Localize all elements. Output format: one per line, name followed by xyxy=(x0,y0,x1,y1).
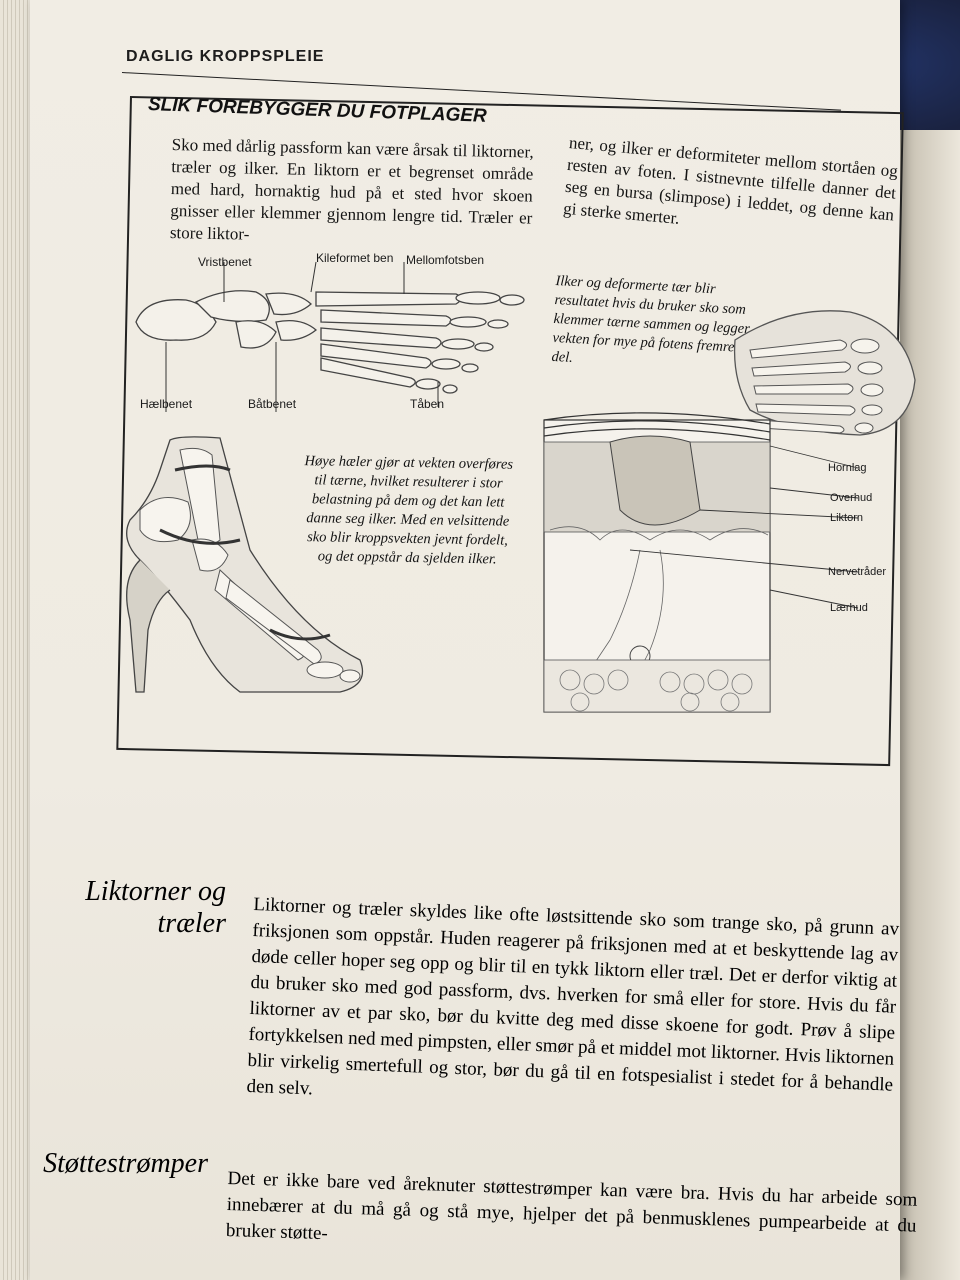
label-kileformet-ben: Kileformet ben xyxy=(316,251,394,265)
section-heading-liktorner: Liktorner og træler xyxy=(85,876,226,939)
intro-text-right: ner, og ilker er deformiteter mellom stortåen og resten av foten. I sistnevnte tilfelle danner det seg en bursa (slimpose) i leddet, og denne kan gi sterke smerter. xyxy=(562,132,899,228)
section-body-stottestromper: Det er ikke bare ved åreknuter støttestrømper kan være bra. Hvis du har arbeide som innebærer at du må gå og stå mye, hjelper det på benmusklenes pumpearbeide at du bruker støtte- xyxy=(225,1167,918,1245)
label-hornlag: Hornlag xyxy=(828,462,867,474)
intro-text-left: Sko med dårlig passform kan være årsak til liktorner, træler og ilker. En liktorn er et begrenset område med hard, hornaktig hud på et sted hvor skoen gnisser eller klemmer gjennom lengre tid. Træler er store liktor- xyxy=(169,134,534,244)
running-head: DAGLIG KROPPSPLEIE xyxy=(126,48,325,65)
section-heading-stottestromper: Støttestrømper xyxy=(43,1148,208,1179)
label-mellomfotsben: Mellomfotsben xyxy=(406,253,485,267)
label-nervetrader: Nervetråder xyxy=(828,566,887,578)
caption-deformed-toes: Ilker og deformerte tær blir resultatet hvis du bruker sko som klemmer tærne sammen og legger vekten for mye på fotens fremre del. xyxy=(551,272,751,366)
book-page xyxy=(30,0,918,1280)
section-body-liktorner: Liktorner og træler skyldes like ofte løstsittende sko som trange sko, på grunn av friksjonen som oppstår. Huden reagerer på friksjonen med at et beskyttende lag av døde celler hoper seg opp og blir til en tykk liktorn eller træl. Det er derfor viktig at du bruker sko med god passform, dvs. hverken for små eller for store. Hvis du får liktorner av et par sko, bør du kvitte deg med disse skoene for godt. Prøv å slipe fortykkelsen ned med pimpsten, eller smør på et middel mot liktorner. Hvis liktornen blir virkelig smertefull og stor, bør du gå til en fotspesialist i stedet for å behandle den selv. xyxy=(246,893,900,1100)
label-liktorn: Liktorn xyxy=(830,512,864,524)
info-box-title: SLIK FOREBYGGER DU FOTPLAGER xyxy=(147,94,488,127)
skin-cross-section-illustration xyxy=(540,400,780,720)
label-batbenet: Båtbenet xyxy=(248,397,297,411)
label-laerhud: Lærhud xyxy=(830,602,868,614)
label-overhud: Overhud xyxy=(830,492,873,504)
label-haelbenet: Hælbenet xyxy=(140,397,193,411)
foot-skeleton-illustration xyxy=(126,262,526,412)
caption-high-heels: Høye hæler gjør at vekten overføres til tærne, hvilket resulterer i stor belastning på dem og det kan lett danne seg ilker. Med en velsittende sko blir kroppsvekten jevnt fordelt, og det oppstår da sjelden ilker. xyxy=(304,453,514,568)
label-vristbenet: Vristbenet xyxy=(198,255,252,269)
label-taben: Tåben xyxy=(410,397,445,411)
